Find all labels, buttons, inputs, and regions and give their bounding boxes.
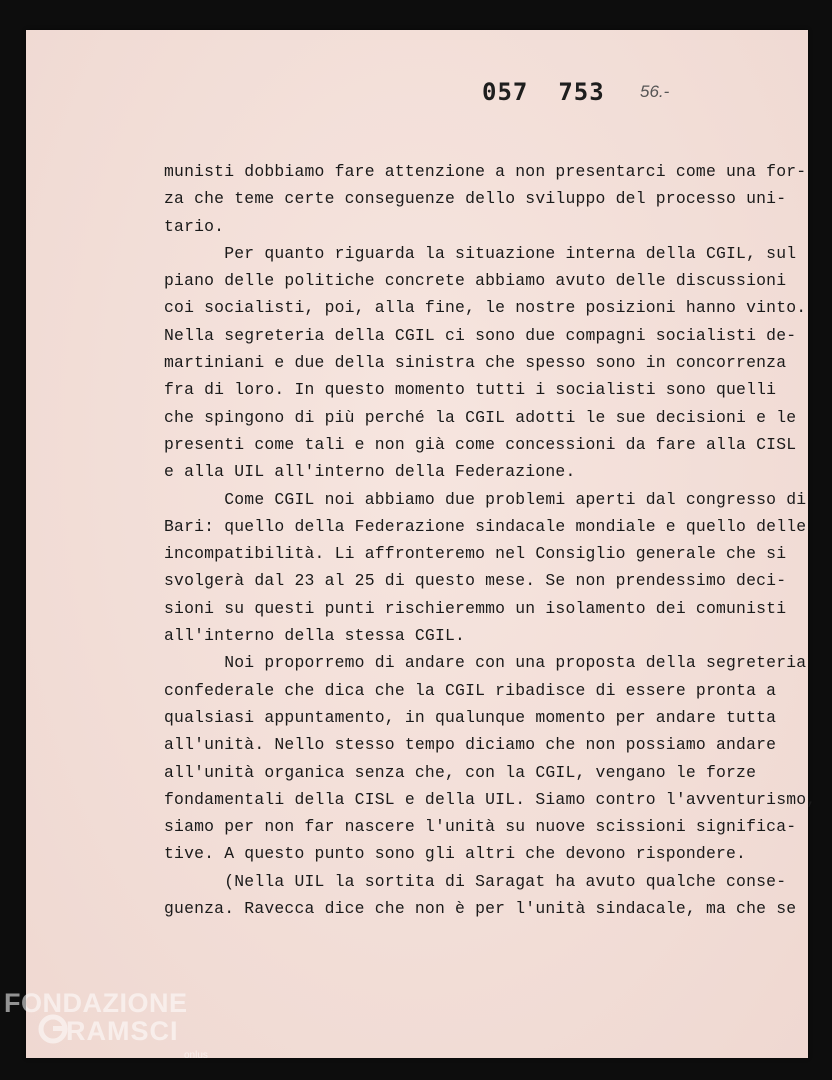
text-line: e alla UIL all'interno della Federazione. — [164, 462, 576, 482]
text-line: piano delle politiche concrete abbiamo avuto delle discussioni — [164, 271, 787, 291]
text-line: incompatibilità. Li affronteremo nel Consiglio generale che si — [164, 544, 787, 564]
page-number: 56.- — [640, 82, 670, 101]
text-line: za che teme certe conseguenze dello sviluppo del processo uni- — [164, 189, 787, 209]
text-line: all'interno della stessa CGIL. — [164, 626, 466, 646]
text-line: all'unità organica senza che, con la CGIL, vengano le forze — [164, 762, 757, 782]
text-line: presenti come tali e non già come concessioni da fare alla CISL — [164, 434, 797, 454]
text-line: Per quanto riguarda la situazione interna della CGIL, sul — [164, 243, 797, 263]
watermark-logo — [4, 988, 224, 1078]
text-line: siamo per non far nascere l'unità su nuove scissioni significa- — [164, 817, 797, 837]
text-line: fra di loro. In questo momento tutti i socialisti sono quelli — [164, 380, 777, 400]
text-line: Come CGIL noi abbiamo due problemi aperti dal congresso di — [164, 489, 807, 509]
stamp-left-number: 057 — [482, 78, 529, 106]
stamp-right-number: 753 — [558, 78, 605, 106]
text-line: martiniani e due della sinistra che spesso sono in concorrenza — [164, 353, 787, 373]
watermark-line1: FONDAZIONE — [4, 988, 188, 1018]
watermark-line2: RAMSCI — [66, 1016, 179, 1046]
text-line: svolgerà dal 23 al 25 di questo mese. Se non prendessimo deci- — [164, 571, 787, 591]
document-page — [26, 30, 817, 1058]
g-logo-icon — [38, 1014, 68, 1044]
text-line: qualsiasi appuntamento, in qualunque momento per andare tutta — [164, 707, 777, 727]
text-line: Bari: quello della Federazione sindacale mondiale e quello delle — [164, 516, 807, 536]
text-line: tario. — [164, 216, 225, 236]
text-line: guenza. Ravecca dice che non è per l'unità sindacale, ma che se — [164, 899, 797, 919]
text-line: sioni su questi punti rischieremmo un isolamento dei comunisti — [164, 598, 787, 618]
text-line: confederale che dica che la CGIL ribadisce di essere pronta a — [164, 680, 777, 700]
text-line: (Nella UIL la sortita di Saragat ha avuto qualche conse- — [164, 871, 787, 891]
text-line: all'unità. Nello stesso tempo diciamo che non possiamo andare — [164, 735, 777, 755]
text-line: che spingono di più perché la CGIL adotti le sue decisioni e le — [164, 407, 797, 427]
text-line: munisti dobbiamo fare attenzione a non presentarci come una for- — [164, 162, 807, 181]
archive-stamp — [482, 78, 605, 106]
text-line: tive. A questo punto sono gli altri che devono rispondere. — [164, 844, 747, 864]
text-line: coi socialisti, poi, alla fine, le nostre posizioni hanno vinto. — [164, 298, 807, 318]
typewritten-body — [164, 158, 817, 922]
watermark-suffix: onlus — [184, 1050, 208, 1061]
text-line: Nella segreteria della CGIL ci sono due compagni socialisti de- — [164, 325, 797, 345]
text-line: fondamentali della CISL e della UIL. Siamo contro l'avventurismo, — [164, 789, 817, 809]
text-line: Noi proporremo di andare con una proposta della segreteria — [164, 653, 807, 673]
